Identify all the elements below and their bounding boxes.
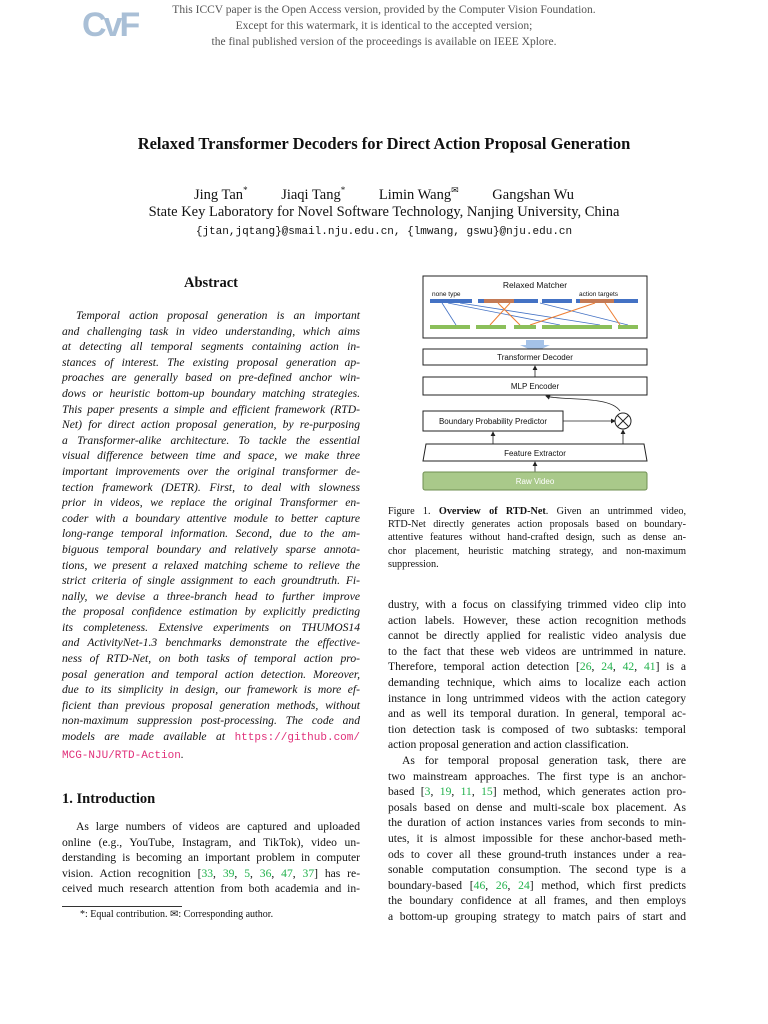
author: Gangshan Wu (492, 186, 575, 203)
abstract-line: and ActivityNet-1.3 benchmarks demonstrate the effective- (62, 636, 360, 650)
citation[interactable]: 46 (473, 878, 486, 892)
abstract-line: visual difference between time and space, we make three (62, 449, 360, 463)
intro-line: vision. Action recognition [33, 39, 5, 36, 47, 37] has re- (62, 866, 361, 880)
citation[interactable]: 26 (495, 878, 508, 892)
encoder-label: MLP Encoder (510, 382, 560, 391)
decoder-label: Transformer Decoder (497, 353, 573, 362)
body-line: based [3, 19, 11, 15] method, which generates action pro- (388, 785, 686, 799)
abstract-line: its completeness. Extensive experiments on THUMOS14 (62, 620, 360, 634)
query-bar (514, 325, 536, 329)
citation[interactable]: 26 (579, 660, 592, 674)
intro-body (62, 819, 360, 897)
body-line: Therefore, temporal action detection [26, 24, 42, 41] is a (388, 660, 687, 674)
footnote-rule (62, 906, 182, 907)
body-line: dustry, with a focus on classifying trimmed video clip into (388, 598, 686, 611)
caption-line: Figure 1. Overview of RTD-Net. Given an untrimmed video, (388, 506, 686, 517)
matcher-title: Relaxed Matcher (502, 280, 568, 290)
citation[interactable]: 41 (643, 660, 656, 674)
body-line: to the fact that these web videos are untrimmed in nature. (388, 644, 686, 658)
raw-video-label: Raw Video (515, 477, 555, 486)
caption-line: chor placement, heuristic matching strategy, and non-maximum (388, 545, 686, 557)
figure-1 (420, 273, 650, 495)
abstract-line: coder with a boundary attentive module to better capture (62, 511, 360, 525)
caption-line: RTD-Net directly generates action proposals based on boundary- (388, 519, 686, 531)
abstract-line: a Transformer-alike architecture. To tackle the essential (62, 433, 360, 447)
body-line: As for temporal proposal generation task, there are (402, 753, 686, 767)
abstract-line: ness of RTD-Net, on both tasks of temporal action pro- (62, 652, 360, 666)
citation[interactable]: 42 (622, 660, 635, 674)
abstract-line: important improvements over the original transformer de- (62, 464, 360, 478)
abstract-line: models are made available at https://github.com/ (62, 730, 360, 745)
citation[interactable]: 3 (424, 785, 431, 799)
prediction-bar (542, 299, 572, 303)
abstract-line: due to its simplicity in design, our framework is more ef- (62, 683, 360, 697)
abstract-line: Net) for direct action proposal generation, by re-purposing (62, 418, 360, 432)
prediction-bar (430, 299, 472, 303)
footnote: *: Equal contribution. ✉: Corresponding author. (80, 909, 274, 920)
author-emails: {jtan,jqtang}@smail.nju.edu.cn, {lmwang, gswu}@nju.edu.cn (195, 226, 573, 238)
author: Jing Tan* (193, 185, 248, 203)
body-line: utes, it is almost impossible for these anchor-based meth- (388, 831, 686, 845)
body-line: two mainstream approaches. The first type is an anchor- (388, 769, 686, 783)
bpp-label: Boundary Probability Predictor (438, 417, 548, 426)
body-line: ods to cover all these ground-truth instances under a rea- (388, 847, 686, 861)
figure-caption (388, 505, 686, 571)
right-column-body (388, 597, 686, 924)
body-line: the boundary confidence at all frames, and then employs (388, 894, 686, 908)
author: Jiaqi Tang* (281, 185, 346, 203)
none-type-label: none type (432, 291, 461, 298)
author-list (0, 185, 768, 204)
abstract-line: the proposal confidence estimation by explicitly predicting (62, 605, 360, 619)
abstract-line: Temporal action proposal generation is an important (76, 309, 360, 322)
citation[interactable]: 11 (460, 785, 472, 799)
query-bar (618, 325, 638, 329)
code-link-cont[interactable]: MCG-NJU/RTD-Action (62, 749, 181, 762)
intro-line: As large numbers of videos are captured and uploaded (76, 820, 360, 833)
citation[interactable]: 47 (281, 866, 293, 880)
code-link[interactable]: https://github.com/ (234, 732, 360, 745)
target-bar (580, 299, 614, 303)
action-targets-label: action targets (579, 291, 619, 298)
watermark-line-2: Except for this watermark, it is identical to the accepted version; (235, 20, 533, 32)
abstract-body (62, 308, 360, 764)
abstract-line: tions, we present a relaxed matching scheme to relieve the (62, 558, 360, 572)
intro-line: ceived much research attention from both academia and in- (62, 882, 360, 896)
query-bar (476, 325, 506, 329)
intro-line: online (e.g., YouTube, Instagram, and TikTok), video un- (62, 835, 360, 849)
watermark-line-3: the final published version of the proceedings is available on IEEE Xplore. (211, 36, 557, 48)
body-line: sonable computation consumption. The second type is a (388, 863, 686, 877)
intro-heading: 1. Introduction (62, 791, 156, 807)
abstract-line: dows or heuristic bottom-up boundary matching strategies. (62, 386, 360, 400)
abstract-line: strict criteria of single assignment to each groundtruth. Fi- (62, 574, 360, 588)
abstract-line: biguous temporal boundary and relatively sparse annota- (62, 542, 360, 556)
query-bar (430, 325, 470, 329)
watermark-line-1: This ICCV paper is the Open Access version, provided by the Computer Vision Foundation. (172, 4, 596, 16)
body-line: cannot be directly applied for realistic video analysis due (388, 629, 686, 643)
caption-line: attentive features without hand-crafted design, such as dense an- (388, 532, 686, 544)
affiliation: State Key Laboratory for Novel Software Technology, Nanjing University, China (148, 204, 620, 220)
abstract-line: ficient than previous proposal generation methods, without (62, 698, 360, 712)
paper-title: Relaxed Transformer Decoders for Direct Action Proposal Generation (137, 134, 631, 153)
body-line: action proposal generation and action classification. (388, 738, 629, 752)
citation[interactable]: 15 (481, 785, 493, 799)
caption-line: suppression. (388, 558, 439, 570)
intro-line: derstanding is becoming an important problem in computer (62, 851, 360, 865)
abstract-line: tection framework (DETR). First, to deal with slowness (62, 480, 360, 494)
body-line: the duration of action instances varies from seconds to min- (388, 816, 686, 830)
citation[interactable]: 24 (601, 660, 613, 674)
citation[interactable]: 33 (201, 866, 214, 880)
abstract-line: long-range temporal information. Second, due to the am- (62, 527, 360, 541)
citation[interactable]: 24 (518, 878, 530, 892)
author: Limin Wang✉ (378, 185, 459, 203)
citation[interactable]: 36 (259, 866, 272, 880)
abstract-line: and challenging task in video understanding, which aims (62, 324, 360, 338)
abstract-line: stances of interest. The existing proposal generation ap- (62, 355, 360, 369)
abstract-line: nally, we devise a three-branch head to further improve (62, 589, 360, 603)
abstract-line: at detecting all temporal segments containing action in- (62, 340, 360, 354)
abstract-line: MCG-NJU/RTD-Action. (62, 747, 184, 762)
citation[interactable]: 39 (222, 866, 235, 880)
abstract-line: posal generation and temporal action detection. Moreover, (62, 667, 360, 681)
target-bar (484, 299, 514, 303)
body-line: demanding technique, which aims to localize each action (388, 675, 686, 689)
citation[interactable]: 19 (439, 785, 452, 799)
body-line: tion detection task is composed of two subtasks: temporal (388, 722, 686, 736)
extractor-label: Feature Extractor (504, 449, 566, 458)
body-line: a bottom-up grouping strategy to match pairs of start and (388, 909, 686, 923)
body-line: instance in long untrimmed videos with the action category (388, 691, 686, 705)
abstract-heading: Abstract (184, 275, 238, 291)
body-line: boundary-based [46, 26, 24] method, which first predicts (388, 878, 687, 892)
query-bar (542, 325, 612, 329)
body-line: and as well its temporal duration. In general, temporal ac- (388, 707, 686, 721)
svg-text:CvF: CvF (82, 6, 138, 43)
abstract-line: non-maximum suppression post-processing. The code and (62, 714, 360, 728)
citation[interactable]: 37 (302, 866, 315, 880)
abstract-line: This paper presents a simple and efficient framework (RTD- (62, 402, 360, 416)
body-line: posals based on dense and multi-scale box placement. As (388, 800, 686, 814)
abstract-line: proaches are generally based on pre-defined anchor win- (62, 371, 360, 385)
abstract-line: prior in videos, we replace the original Transformer en- (62, 496, 360, 510)
body-line: action labels. However, these action recognition methods (388, 613, 686, 627)
citation[interactable]: 5 (244, 866, 250, 880)
